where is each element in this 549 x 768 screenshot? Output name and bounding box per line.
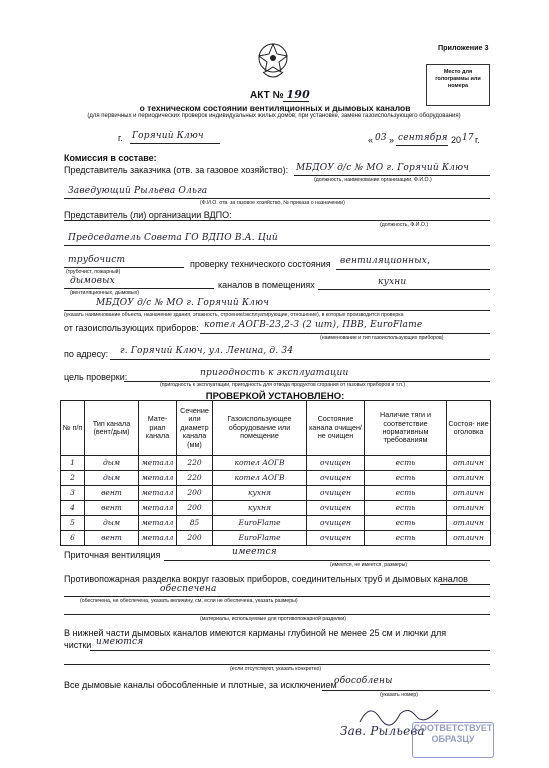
table-cell: 2	[61, 471, 85, 486]
table-cell: дым	[85, 456, 139, 471]
customer-rep-label: Представитель заказчика (отв. за газовое хозяйство):	[64, 165, 289, 175]
table-cell: металл	[139, 516, 177, 531]
channels-in-label: каналов в помещениях	[218, 280, 315, 290]
vdpo-value2: трубочист	[68, 255, 126, 265]
hologram-box	[426, 64, 490, 106]
col-header: Газоиспользующее оборудование или помещение	[213, 401, 307, 456]
table-cell: есть	[365, 471, 447, 486]
table-row	[61, 471, 491, 486]
purpose-label: цель проверки:	[64, 372, 128, 382]
date-day: 03	[375, 133, 387, 143]
vdpo-value1: Председатель Совета ГО ВДПО В.А. Ций	[68, 233, 278, 243]
table-row	[61, 486, 491, 501]
check-value: вентиляционных,	[340, 256, 431, 266]
table-cell: металл	[139, 486, 177, 501]
table-cell: металл	[139, 456, 177, 471]
date-year: 17	[462, 133, 474, 143]
signature: Зав. Рыльева	[340, 724, 425, 738]
table-cell: металл	[139, 471, 177, 486]
table-cell: металл	[139, 531, 177, 546]
supply-vent-hint: (имеется, не имеется, размеры)	[330, 562, 408, 568]
table-row	[61, 531, 491, 546]
table-cell: 200	[177, 486, 213, 501]
table-row	[61, 456, 491, 471]
act-document: Приложение 3 Место для голограммы или номера АКТ № 190 о техническом состоянии вентиляционных и дымовых каналов (для первичных и периодических проверок индивидуальных жилых домов; при установке, замене газоиспользующего оборудования) г. Горячий Ключ « 03 » сентября 20 17 г. Комиссия в составе: Представитель заказчика (отв. за газовое хозяйство): МБДОУ д/с № МО г. Горячий Ключ (должность, наименование организации, Ф.И.О.) Заведующий Рыльева Ольга (Ф.И.О. отв. за газовое хозяйство, № приказа о назначении) (должность, Ф.И.О.) Представитель (ли) организации ВДПО: Председатель Совета ГО ВДПО В.А. Ций трубочист (трубочист, пожарный) проверку технического состояния вентиляционных, дымовых (вентиляционных, дымовых) каналов в помещениях кухни МБДОУ д/с № МО г. Горячий Ключ (указать наименование объекта, назначение здания, этажность, строение/эксплуатирующие, отношение), в которых производится проверка от газоиспользующих приборов: котел АОГВ-23,2-3 (2 шт), ПВВ, EuroFlame (наименование и тип газоиспользующих приборов) по адресу: г. Горячий Ключ, ул. Ленина, д. 34 цель проверки: пригодность к эксплуатации (пригодность к эксплуатации, пригодность для отвода продуктов сгорания от газовых приборов и т.п.) ПРОВЕРКОЙ УСТАНОВЛЕНО: № п/п Тип канала (вент/дым) Мате- риал канала Сечение или диаметр канала (мм) Газоиспользующее оборудование или помещение Состояние канала очищен/ не очищен Наличие тяги и соответствие нормативным требованиям Состоя- ние оголовка 1 дым металл 220 котел АОГВ очищен есть отличн 2 дым металл 220 котел АОГВ очищен есть отличн 3 вент металл 200 кухня очищен есть отличн 4 вент металл 200 кухня очищен есть отличн 5 дым металл 85 EuroFlame очищен есть отличн 6 вент металл 200 EuroFlame очищен есть отличн Приточная вентиляция имеется (имеется, не имеется, размеры) Противопожарная разделка вокруг газовых приборов, соединительных труб и дымовых каналов обеспечена (обеспечена, не обеспечена, указать величину, см, если не обеспечена, указать размеры) (материалы, используемые для противопожарной разделки) В нижней части дымовых каналов имеются карманы глубиной не менее 25 см и лючки для чистки имеются (если отсутствуют, указать конкретно) Все дымовые каналы обособленные и плотные, за исключением обособлены (указать номер) Зав. Рыльева СООТВЕТСТВУЕТ ОБРАЗЦУ	[0, 0, 549, 768]
cleaning-label: чистки	[64, 640, 92, 650]
customer-rep-hint3: (должность, Ф.И.О.)	[380, 222, 429, 228]
table-cell: 85	[177, 516, 213, 531]
seal-text: СООТВЕТСТВУЕТ ОБРАЗЦУ	[413, 723, 493, 744]
table-cell: 6	[61, 531, 85, 546]
pockets-hint: (если отсутствуют, указать конкретно)	[230, 666, 322, 672]
separate-value: обособлены	[334, 676, 393, 686]
table-cell: есть	[365, 501, 447, 516]
hologram-box-label: Место для голограммы или номера	[435, 69, 481, 89]
col-header: Наличие тяги и соответствие нормативным требованиям	[365, 401, 447, 456]
customer-rep-hint1: (должность, наименование организации, Ф.И.О.)	[314, 177, 432, 183]
checked-title: ПРОВЕРКОЙ УСТАНОВЛЕНО:	[205, 391, 345, 402]
table-cell: есть	[365, 486, 447, 501]
date-year-prefix: 20	[451, 135, 462, 145]
table-cell: очищен	[307, 516, 365, 531]
vent-hint: (вентиляционных, дымовых)	[70, 290, 139, 296]
col-header: Состояние канала очищен/ не очищен	[307, 401, 365, 456]
table-cell: котел АОГВ	[213, 471, 307, 486]
pockets-label: В нижней части дымовых каналов имеются карманы глубиной не менее 25 см и лючки для	[64, 628, 447, 638]
table-cell: вент	[85, 501, 139, 516]
table-cell: отличн	[447, 486, 491, 501]
from-devices-value: котел АОГВ-23,2-3 (2 шт), ПВВ, EuroFlame	[204, 320, 423, 330]
emblem-icon	[253, 38, 293, 82]
from-devices-label: от газоиспользующих приборов:	[64, 323, 199, 333]
table-cell: очищен	[307, 471, 365, 486]
materials-hint: (материалы, используемые для противопожарной разделки)	[200, 616, 346, 622]
date-suffix: г.	[475, 135, 480, 145]
appendix-label: Приложение 3	[438, 43, 489, 52]
act-subtitle: о техническом состоянии вентиляционных и дымовых каналов	[139, 103, 411, 113]
table-cell: очищен	[307, 486, 365, 501]
table-cell: 5	[61, 516, 85, 531]
table-cell: 1	[61, 456, 85, 471]
rooms-value: кухни	[378, 277, 407, 287]
purpose-value: пригодность к эксплуатации	[200, 368, 349, 378]
firebreak-hint: (обеспечена, не обеспечена, указать величину, см, если не обеспечена, указать размеры)	[80, 598, 298, 604]
inspection-table	[60, 400, 491, 546]
table-row	[61, 501, 491, 516]
firebreak-value: обеспечена	[160, 584, 217, 594]
table-cell: вент	[85, 531, 139, 546]
table-cell: 200	[177, 531, 213, 546]
act-title-prefix: АКТ №	[250, 90, 284, 101]
table-cell: EuroFlame	[213, 516, 307, 531]
table-cell: отличн	[447, 501, 491, 516]
col-header: № п/п	[61, 401, 85, 456]
table-cell: очищен	[307, 501, 365, 516]
table-cell: есть	[365, 456, 447, 471]
table-cell: 220	[177, 456, 213, 471]
col-header: Состоя- ние оголовка	[447, 401, 491, 456]
table-cell: EuroFlame	[213, 531, 307, 546]
check-value2: дымовых	[70, 276, 115, 286]
vdpo-role-hint: (трубочист, пожарный)	[66, 269, 121, 275]
col-header: Сечение или диаметр канала (мм)	[177, 401, 213, 456]
vdpo-label: Представитель (ли) организации ВДПО:	[64, 210, 232, 220]
place-prefix: г.	[118, 133, 123, 143]
address-label: по адресу:	[64, 349, 109, 359]
customer-rep-value2: Заведующий Рыльева Ольга	[68, 186, 208, 196]
col-header: Мате- риал канала	[139, 401, 177, 456]
col-header: Тип канала (вент/дым)	[85, 401, 139, 456]
place-value: Горячий Ключ	[132, 131, 204, 141]
purpose-hint: (пригодность к эксплуатации, пригодность для отвода продуктов сгорания от газовых приборов и т.п.)	[160, 382, 406, 388]
check-label: проверку технического состояния	[190, 259, 331, 269]
table-header-row	[61, 401, 491, 456]
table-cell: кухня	[213, 501, 307, 516]
customer-rep-value1: МБДОУ д/с № МО г. Горячий Ключ	[296, 163, 469, 173]
object-value: МБДОУ д/с № МО г. Горячий Ключ	[96, 298, 269, 308]
table-cell: металл	[139, 501, 177, 516]
act-number: 190	[286, 88, 310, 101]
table-cell: отличн	[447, 516, 491, 531]
date-month: сентября	[398, 133, 448, 143]
table-row	[61, 516, 491, 531]
supply-vent-label: Приточная вентиляция	[64, 550, 161, 560]
table-cell: вент	[85, 486, 139, 501]
commission-label: Комиссия в составе:	[64, 153, 157, 163]
table-cell: есть	[365, 531, 447, 546]
seal-stamp	[412, 722, 494, 758]
table-cell: котел АОГВ	[213, 456, 307, 471]
object-hint: (указать наименование объекта, назначение здания, этажность, строение/эксплуатирующие, отношение), в которых производится проверка	[64, 312, 404, 318]
table-cell: дым	[85, 471, 139, 486]
separate-label: Все дымовые каналы обособленные и плотные, за исключением	[64, 680, 337, 690]
table-cell: кухня	[213, 486, 307, 501]
table-cell: 220	[177, 471, 213, 486]
act-subtitle-note: (для первичных и периодических проверок индивидуальных жилых домов; при установке, замене газоиспользующего оборудования)	[87, 113, 461, 119]
supply-vent-value: имеется	[232, 547, 277, 557]
table-cell: очищен	[307, 531, 365, 546]
table-cell: отличн	[447, 456, 491, 471]
address-value: г. Горячий Ключ, ул. Ленина, д. 34	[120, 346, 294, 356]
cleaning-value: имеются	[96, 637, 144, 647]
act-title	[250, 88, 310, 101]
table-cell: очищен	[307, 456, 365, 471]
table-cell: отличн	[447, 531, 491, 546]
table-cell: есть	[365, 516, 447, 531]
table-cell: дым	[85, 516, 139, 531]
customer-rep-hint2: (Ф.И.О. отв. за газовое хозяйство, № приказа о назначении)	[200, 200, 345, 206]
table-cell: отличн	[447, 471, 491, 486]
separate-hint: (указать номер)	[380, 692, 419, 698]
table-cell: 4	[61, 501, 85, 516]
table-cell: 200	[177, 501, 213, 516]
devices-hint: (наименование и тип газоиспользующих приборов)	[320, 335, 444, 341]
firebreak-label: Противопожарная разделка вокруг газовых приборов, соединительных труб и дымовых каналов	[64, 574, 468, 584]
table-cell: 3	[61, 486, 85, 501]
